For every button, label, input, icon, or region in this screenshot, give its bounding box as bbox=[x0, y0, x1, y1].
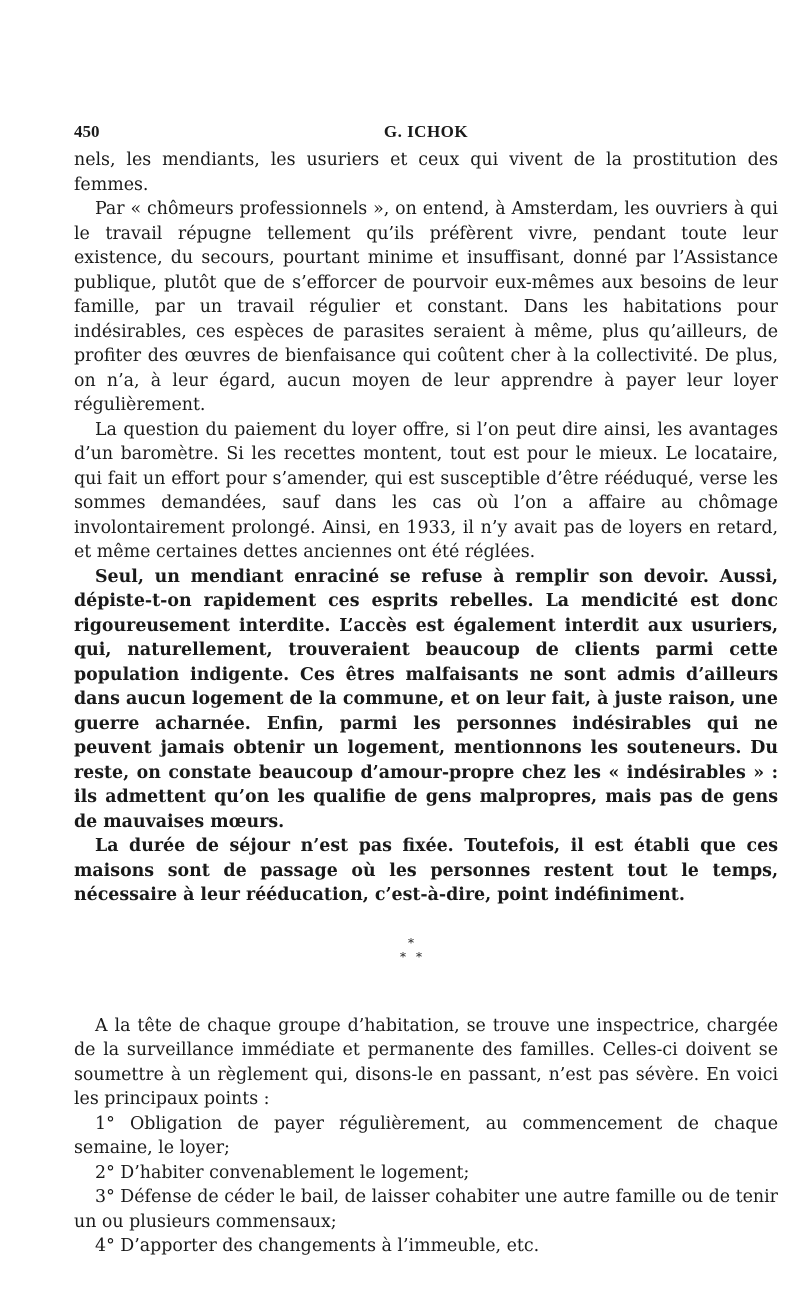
paragraph-inspectrice: A la tête de chaque groupe d’habitation, se trouve une inspectrice, chargée de la surveillance immédiate et permanente des familles. Celles-ci doivent se soumettre à un règlement qui, disons-le en passant, n’est pas sévère. En voici les principaux points : bbox=[74, 1015, 778, 1109]
book-page bbox=[74, 118, 778, 1259]
page-number: 450 bbox=[74, 122, 100, 141]
rule-item-2: 2° D’habiter convenablement le logement; bbox=[95, 1162, 470, 1183]
rule-item-1: 1° Obligation de payer régulièrement, au commencement de chaque semaine, le loyer; bbox=[74, 1113, 778, 1158]
asterism-star-right: * bbox=[416, 949, 422, 964]
asterism-star-left: * bbox=[400, 949, 406, 964]
rule-item-3: 3° Défense de céder le bail, de laisser cohabiter une autre famille ou de tenir un ou plusieurs commensaux; bbox=[74, 1187, 778, 1232]
running-title: G. ICHOK bbox=[383, 122, 469, 141]
asterism-star-top: * bbox=[408, 935, 414, 950]
paragraph-duree-sejour: La durée de séjour n’est pas fixée. Toutefois, il est établi que ces maisons sont de passage où les personnes restent tout le temps, nécessaire à leur rééducation, c’est-à-dire, point indéfiniment. bbox=[74, 836, 778, 905]
paragraph-mendiant: Seul, un mendiant enraciné se refuse à remplir son devoir. Aussi, dépiste-t-on rapidement ces esprits rebelles. La mendicité est donc rigoureusement interdite. L’accès est également interdit aux usuriers, qui, naturellement, trouveraient beaucoup de clients parmi cette population indigente. Ces êtres malfaisants ne sont admis d’ailleurs dans aucun logement de la commune, et on leur fait, à juste raison, une guerre acharnée. Enfin, parmi les personnes indésirables qui ne peuvent jamais obtenir un logement, mentionnons les souteneurs. Du reste, on constate beaucoup d’amour-propre chez les « indésirables » : ils admettent qu’on les qualifie de gens malpropres, mais pas de gens de mauvaises mœurs. bbox=[74, 566, 778, 832]
paragraph-chomeurs: Par « chômeurs professionnels », on entend, à Amsterdam, les ouvriers à qui le travail répugne tellement qu’ils préfèrent vivre, pendant toute leur existence, du secours, pourtant minime et insuffisant, donné par l’Assistance publique, plutôt que de s’efforcer de pourvoir eux-mêmes aux besoins de leur famille, par un travail régulier et constant. Dans les habitations pour indésirables, ces espèces de parasites seraient à même, plus qu’ailleurs, de profiter des œuvres de bienfaisance qui coûtent cher à la collectivité. De plus, on n’a, à leur égard, aucun moyen de leur apprendre à payer leur loyer régulièrement. bbox=[74, 199, 778, 415]
paragraph-continuation: nels, les mendiants, les usuriers et ceux qui vivent de la prostitution des femmes. bbox=[74, 150, 778, 195]
rule-item-4: 4° D’apporter des changements à l’immeuble, etc. bbox=[95, 1236, 540, 1256]
section-separator-asterism bbox=[74, 928, 778, 988]
page-header bbox=[74, 118, 778, 148]
paragraph-loyer: La question du paiement du loyer offre, si l’on peut dire ainsi, les avantages d’un baromètre. Si les recettes montent, tout est pour le mieux. Le locataire, qui fait un effort pour s’amender, qui est susceptible d’être rééduqué, verse les sommes demandées, sauf dans les cas où l’on a affaire au chômage involontairement prolongé. Ainsi, en 1933, il n’y avait pas de loyers en retard, et même certaines dettes anciennes ont été réglées. bbox=[74, 419, 778, 562]
section-body-2 bbox=[74, 1014, 778, 1259]
section-body-1 bbox=[74, 148, 778, 908]
